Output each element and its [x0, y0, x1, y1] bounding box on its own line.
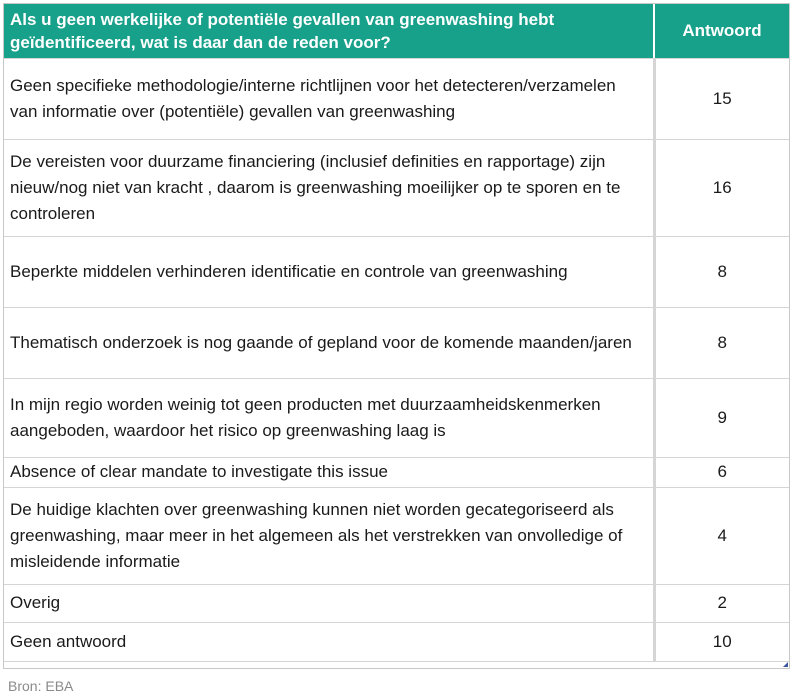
reason-cell: Beperkte middelen verhinderen identificatie en controle van greenwashing	[4, 236, 654, 307]
question-header: Als u geen werkelijke of potentiële gevallen van greenwashing hebt geïdentificeerd, wat is daar dan de reden voor?	[4, 4, 654, 58]
reason-cell: Absence of clear mandate to investigate this issue	[4, 457, 654, 487]
count-cell: 9	[654, 378, 789, 457]
count-cell: 10	[654, 622, 789, 661]
table-row	[4, 487, 789, 584]
count-cell: 2	[654, 584, 789, 622]
count-cell: 4	[654, 487, 789, 584]
reason-cell: Thematisch onderzoek is nog gaande of gepland voor de komende maanden/jaren	[4, 307, 654, 378]
table-row	[4, 622, 789, 661]
reason-cell: Geen antwoord	[4, 622, 654, 661]
reason-cell: De huidige klachten over greenwashing kunnen niet worden gecategoriseerd als greenwashing, maar meer in het algemeen als het verstrekken van onvolledige of misleidende informatie	[4, 487, 654, 584]
count-cell: 8	[654, 236, 789, 307]
count-cell: 6	[654, 457, 789, 487]
reason-cell: Geen specifieke methodologie/interne richtlijnen voor het detecteren/verzamelen van informatie over (potentiële) gevallen van greenwashing	[4, 58, 654, 139]
reason-cell: Overig	[4, 584, 654, 622]
count-cell: 16	[654, 139, 789, 236]
table-row	[4, 378, 789, 457]
count-cell: 15	[654, 58, 789, 139]
table-row	[4, 307, 789, 378]
table-row	[4, 236, 789, 307]
data-table	[4, 4, 789, 662]
table-header-row	[4, 4, 789, 58]
answer-header: Antwoord	[654, 4, 789, 58]
greenwashing-reasons-table	[3, 3, 790, 669]
table-row	[4, 584, 789, 622]
count-cell: 8	[654, 307, 789, 378]
resize-handle-icon	[783, 662, 788, 667]
table-row	[4, 139, 789, 236]
table-row	[4, 58, 789, 139]
table-row	[4, 457, 789, 487]
reason-cell: In mijn regio worden weinig tot geen producten met duurzaamheidskenmerken aangeboden, waardoor het risico op greenwashing laag is	[4, 378, 654, 457]
source-note: Bron: EBA	[8, 678, 74, 694]
reason-cell: De vereisten voor duurzame financiering (inclusief definities en rapportage) zijn nieuw/nog niet van kracht , daarom is greenwashing moeilijker op te sporen en te controleren	[4, 139, 654, 236]
